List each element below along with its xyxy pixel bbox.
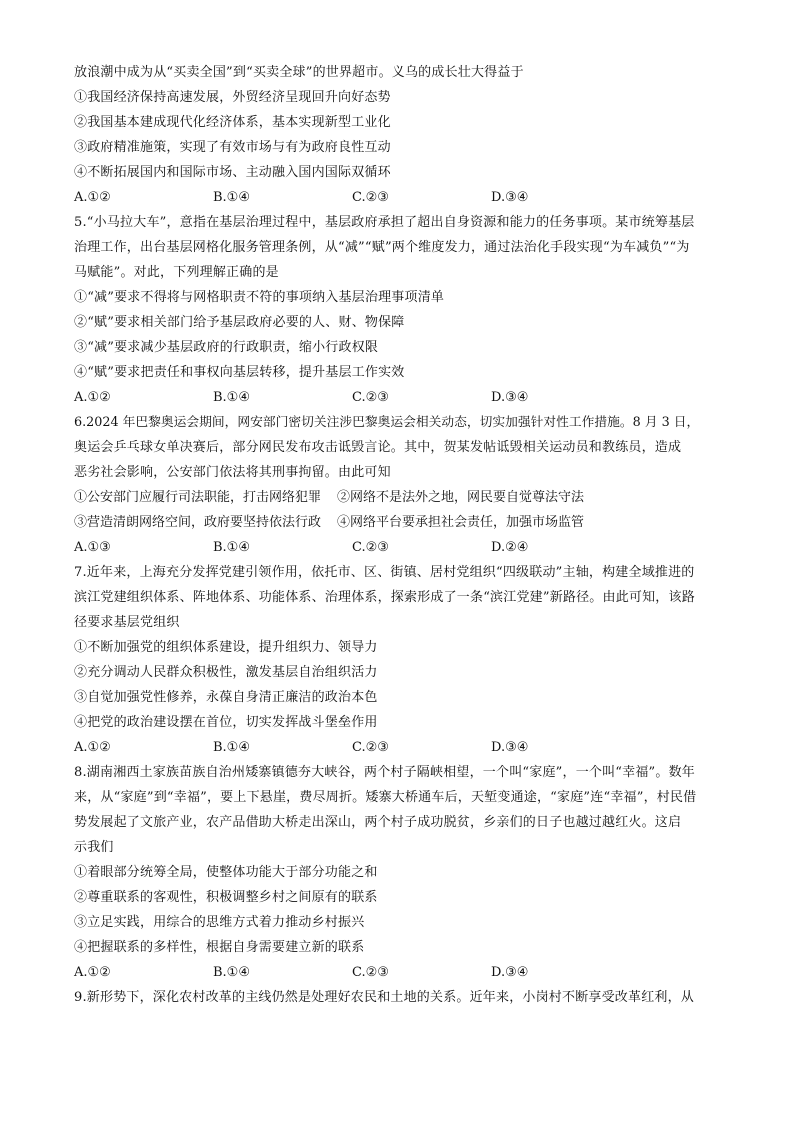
- statement-3: ③自觉加强党性修养，永葆自身清正廉洁的政治本色: [74, 690, 378, 705]
- question-9-line-1: 9.新形势下，深化农村改革的主线仍然是处理好农民和土地的关系。近年来，小岗村不断享受改革红利，从: [74, 990, 695, 1005]
- option-b: B.①④: [213, 965, 250, 980]
- option-c: C.②③: [352, 965, 389, 980]
- statement-3: ③“减”要求减少基层政府的行政职责，缩小行政权限: [74, 340, 379, 355]
- question-8-line-3: 势发展起了文旅产业，农产品借助大桥走出深山，两个村子成功脱贫，乡亲们的日子也越过越红火。这启: [74, 815, 682, 830]
- question-8-line-2: 来，从“家庭”到“幸福”，要上下悬崖，费尽周折。矮寨大桥通车后，天堑变通途，“家庭”连“幸福”，村民借: [74, 790, 697, 805]
- statement-1: ①公安部门应履行司法职能，打击网络犯罪: [74, 490, 322, 505]
- statement-4: ④把党的政治建设摆在首位，切实发挥战斗堡垒作用: [74, 715, 378, 730]
- statement-3: ③营造清朗网络空间，政府要坚持依法行政: [74, 515, 322, 530]
- question-7-line-1: 7.近年来，上海充分发挥党建引领作用，依托市、区、街镇、居村党组织“四级联动”主轴，构建全域推进的: [74, 565, 695, 580]
- statement-2: ②我国基本建成现代化经济体系，基本实现新型工业化: [74, 115, 391, 130]
- option-d: D.③④: [491, 740, 529, 755]
- option-c: C.②③: [352, 540, 389, 555]
- statement-4: ④把握联系的多样性，根据自身需要建立新的联系: [74, 940, 365, 955]
- statement-3: ③立足实践，用综合的思维方式着力推动乡村振兴: [74, 915, 365, 930]
- question-5-line-3: 马赋能”。对此，下列理解正确的是: [74, 265, 279, 280]
- statement-2: ②“赋”要求相关部门给予基层政府必要的人、财、物保障: [74, 315, 405, 330]
- option-a: A.①③: [74, 540, 111, 555]
- option-a: A.①②: [74, 390, 111, 405]
- statement-2: ②尊重联系的客观性，积极调整乡村之间原有的联系: [74, 890, 378, 905]
- question-7-line-3: 径要求基层党组织: [74, 615, 180, 630]
- question-6-line-3: 恶劣社会影响，公安部门依法将其刑事拘留。由此可知: [74, 465, 391, 480]
- option-a: A.①②: [74, 190, 111, 205]
- question-text-line: 放浪潮中成为从“买卖全国”到“买卖全球”的世界超市。义乌的成长壮大得益于: [74, 65, 524, 80]
- question-6-line-2: 奥运会乒乓球女单决赛后，部分网民发布攻击诋毁言论。其中，贺某发帖诋毁相关运动员和教练员，造成: [74, 440, 682, 455]
- question-6-line-1: 6.2024 年巴黎奥运会期间，网安部门密切关注涉巴黎奥运会相关动态，切实加强针对性工作措施。8 月 3 日，: [74, 415, 700, 430]
- option-d: D.②④: [491, 540, 529, 555]
- option-c: C.②③: [352, 740, 389, 755]
- option-c: C.②③: [352, 390, 389, 405]
- option-a: A.①②: [74, 740, 111, 755]
- option-c: C.②③: [352, 190, 389, 205]
- question-8-line-4: 示我们: [74, 840, 114, 855]
- statement-1: ①着眼部分统筹全局，使整体功能大于部分功能之和: [74, 865, 378, 880]
- option-d: D.③④: [491, 390, 529, 405]
- option-b: B.①④: [213, 740, 250, 755]
- question-5-line-1: 5.“小马拉大车”，意指在基层治理过程中，基层政府承担了超出自身资源和能力的任务事项。某市统筹基层: [74, 215, 695, 230]
- statement-1: ①“减”要求不得将与网格职责不符的事项纳入基层治理事项清单: [74, 290, 445, 305]
- statement-1: ①我国经济保持高速发展，外贸经济呈现回升向好态势: [74, 90, 391, 105]
- statement-4: ④“赋”要求把责任和事权向基层转移，提升基层工作实效: [74, 365, 405, 380]
- statement-4: ④网络平台要承担社会责任，加强市场监管: [337, 515, 585, 530]
- option-b: B.①④: [213, 390, 250, 405]
- statement-4: ④不断拓展国内和国际市场、主动融入国内国际双循环: [74, 165, 391, 180]
- question-5-line-2: 治理工作，出台基层网格化服务管理条例，从“减”“赋”两个维度发力，通过法治化手段实现“为车减负”“为: [74, 240, 690, 255]
- statement-2: ②充分调动人民群众积极性，激发基层自治组织活力: [74, 665, 378, 680]
- question-8-line-1: 8.湖南湘西土家族苗族自治州矮寨镇德夯大峡谷，两个村子隔峡相望，一个叫“家庭”，一个叫“幸福”。数年: [74, 765, 695, 780]
- question-7-line-2: 滨江党建组织体系、阵地体系、功能体系、治理体系，探索形成了一条“滨江党建”新路径。由此可知，该路: [74, 590, 695, 605]
- statement-2: ②网络不是法外之地，网民要自觉尊法守法: [337, 490, 585, 505]
- option-a: A.①②: [74, 965, 111, 980]
- option-d: D.③④: [491, 190, 529, 205]
- option-b: B.①④: [213, 540, 250, 555]
- option-d: D.③④: [491, 965, 529, 980]
- option-b: B.①④: [213, 190, 250, 205]
- statement-3: ③政府精准施策，实现了有效市场与有为政府良性互动: [74, 140, 391, 155]
- statement-1: ①不断加强党的组织体系建设，提升组织力、领导力: [74, 640, 378, 655]
